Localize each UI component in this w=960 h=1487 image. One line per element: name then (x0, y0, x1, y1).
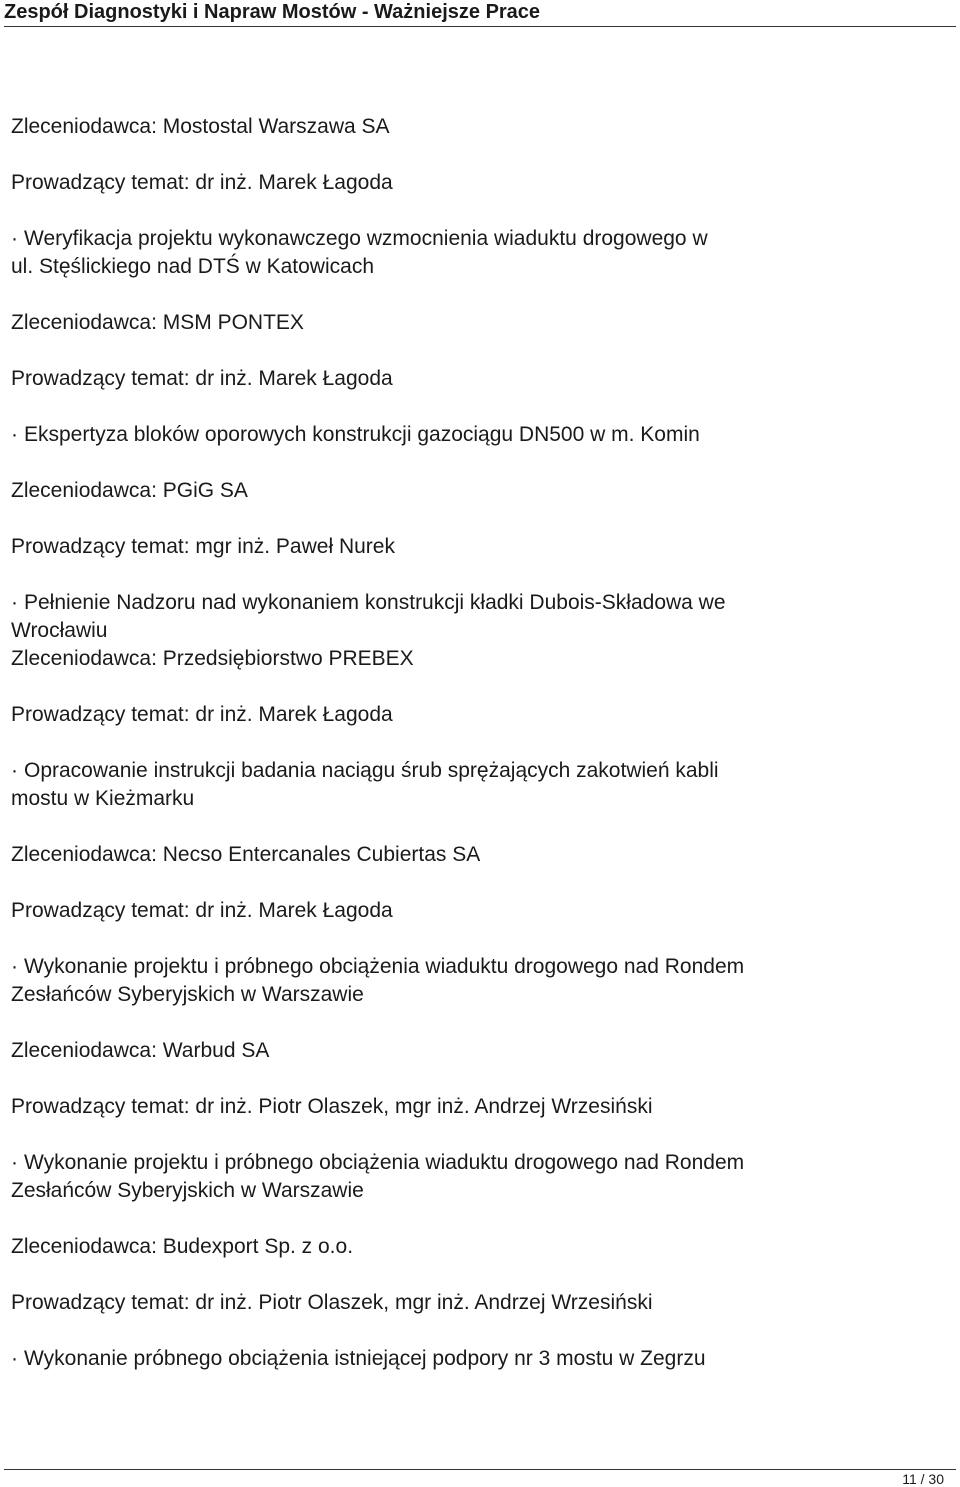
client-line: Zleceniodawca: Mostostal Warszawa SA (11, 115, 390, 138)
project-title-text: Wykonanie projektu i próbnego obciążenia wiaduktu drogowego nad Rondem (24, 955, 745, 978)
lead-line: Prowadzący temat: dr inż. Marek Łagoda (11, 899, 393, 922)
bullet-icon: · (11, 759, 18, 782)
client-line: Zleceniodawca: Przedsiębiorstwo PREBEX (11, 647, 414, 670)
header-divider (4, 26, 956, 27)
project-title-text: Opracowanie instrukcji badania naciągu śrub sprężających zakotwień kabli (24, 759, 719, 782)
document-title: Zespół Diagnostyki i Napraw Mostów - Ważniejsze Prace (4, 1, 541, 23)
page-number: 11 / 30 (902, 1471, 944, 1487)
lead-line: Prowadzący temat: dr inż. Marek Łagoda (11, 171, 393, 194)
lead-line: Prowadzący temat: dr inż. Marek Łagoda (11, 367, 393, 390)
footer-divider (4, 1469, 956, 1470)
project-title (11, 1345, 706, 1373)
bullet-icon: · (11, 955, 18, 978)
client-line: Zleceniodawca: Warbud SA (11, 1039, 270, 1062)
client-line: Zleceniodawca: MSM PONTEX (11, 311, 304, 334)
project-title-text: Wykonanie próbnego obciążenia istniejącej podpory nr 3 mostu w Zegrzu (24, 1347, 706, 1370)
project-title-cont: Zesłańców Syberyjskich w Warszawie (11, 1179, 364, 1202)
project-title (11, 757, 719, 785)
project-title-cont: Wrocławiu (11, 619, 108, 642)
lead-line: Prowadzący temat: mgr inż. Paweł Nurek (11, 535, 395, 558)
project-title (11, 589, 726, 617)
project-title-text: Weryfikacja projektu wykonawczego wzmocnienia wiaduktu drogowego w (24, 227, 708, 250)
project-title-cont: mostu w Kieżmarku (11, 787, 195, 810)
project-title-cont: Zesłańców Syberyjskich w Warszawie (11, 983, 364, 1006)
lead-line: Prowadzący temat: dr inż. Piotr Olaszek, mgr inż. Andrzej Wrzesiński (11, 1291, 653, 1314)
client-line: Zleceniodawca: Necso Entercanales Cubiertas SA (11, 843, 481, 866)
lead-line: Prowadzący temat: dr inż. Marek Łagoda (11, 703, 393, 726)
client-line: Zleceniodawca: PGiG SA (11, 479, 248, 502)
project-title (11, 1149, 744, 1177)
project-title-text: Ekspertyza bloków oporowych konstrukcji gazociągu DN500 w m. Komin (24, 423, 700, 446)
client-line: Zleceniodawca: Budexport Sp. z o.o. (11, 1235, 354, 1258)
lead-line: Prowadzący temat: dr inż. Piotr Olaszek, mgr inż. Andrzej Wrzesiński (11, 1095, 653, 1118)
bullet-icon: · (11, 227, 18, 250)
project-title (11, 953, 744, 981)
project-title-text: Pełnienie Nadzoru nad wykonaniem konstrukcji kładki Dubois-Składowa we (24, 591, 726, 614)
bullet-icon: · (11, 1347, 18, 1370)
project-title-text: Wykonanie projektu i próbnego obciążenia wiaduktu drogowego nad Rondem (24, 1151, 745, 1174)
bullet-icon: · (11, 1151, 18, 1174)
bullet-icon: · (11, 423, 18, 446)
project-title-cont: ul. Stęślickiego nad DTŚ w Katowicach (11, 255, 374, 278)
project-title (11, 225, 708, 253)
bullet-icon: · (11, 591, 18, 614)
project-title (11, 421, 700, 449)
